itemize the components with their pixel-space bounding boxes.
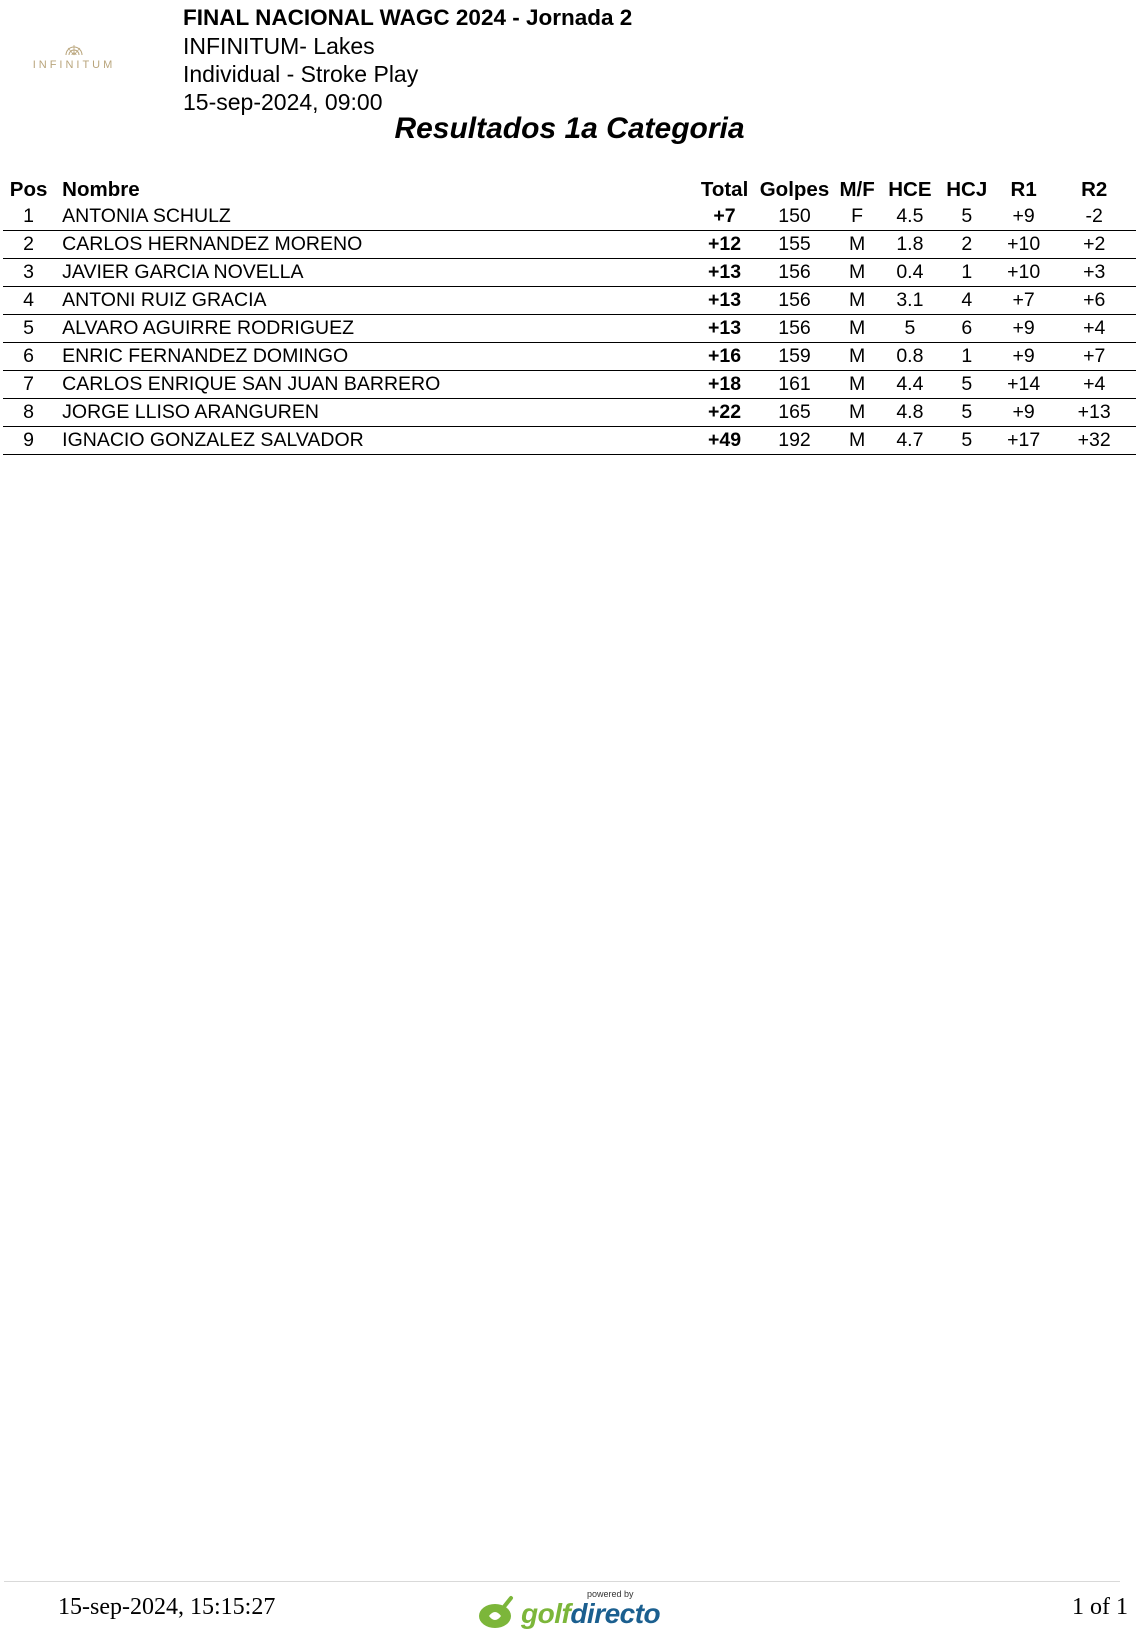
table-row (3, 203, 1136, 231)
cell-hcj: 6 (939, 315, 995, 343)
cell-pos: 6 (3, 343, 54, 371)
cell-total: +13 (693, 315, 756, 343)
cell-r1: +9 (995, 203, 1052, 231)
cell-total: +13 (693, 259, 756, 287)
cell-r1: +17 (995, 427, 1052, 455)
cell-total: +49 (693, 427, 756, 455)
golfdirecto-logo (477, 1588, 661, 1632)
cell-total: +12 (693, 231, 756, 259)
cell-golpes: 159 (756, 343, 833, 371)
cell-r2: +13 (1052, 399, 1136, 427)
cell-total: +7 (693, 203, 756, 231)
cell-mf: M (833, 287, 881, 315)
results-table (3, 177, 1136, 455)
cell-r2: +7 (1052, 343, 1136, 371)
cell-hce: 3.1 (881, 287, 938, 315)
cell-hcj: 5 (939, 203, 995, 231)
col-header-r1: R1 (1010, 178, 1037, 201)
sun-arc-icon (64, 44, 84, 56)
cell-hcj: 5 (939, 427, 995, 455)
table-header-row (3, 177, 1136, 203)
table-row (3, 287, 1136, 315)
cell-r1: +9 (995, 399, 1052, 427)
brand-name (521, 1598, 660, 1630)
cell-golpes: 156 (756, 259, 833, 287)
cell-r2: +6 (1052, 287, 1136, 315)
table-row (3, 315, 1136, 343)
cell-hce: 4.5 (881, 203, 938, 231)
cell-r2: +2 (1052, 231, 1136, 259)
cell-hce: 1.8 (881, 231, 938, 259)
cell-r1: +7 (995, 287, 1052, 315)
table-row (3, 399, 1136, 427)
cell-golpes: 156 (756, 315, 833, 343)
cell-hcj: 5 (939, 371, 995, 399)
cell-mf: M (833, 371, 881, 399)
cell-r1: +14 (995, 371, 1052, 399)
cell-mf: M (833, 231, 881, 259)
cell-mf: M (833, 427, 881, 455)
cell-nombre: ANTONI RUIZ GRACIA (54, 287, 693, 315)
cell-pos: 4 (3, 287, 54, 315)
table-row (3, 259, 1136, 287)
cell-hce: 5 (881, 315, 938, 343)
cell-nombre: JAVIER GARCIA NOVELLA (54, 259, 693, 287)
cell-r1: +9 (995, 343, 1052, 371)
cell-hce: 4.8 (881, 399, 938, 427)
printed-timestamp: 15-sep-2024, 15:15:27 (58, 1594, 276, 1620)
course-name: INFINITUM- Lakes (183, 33, 375, 59)
cell-mf: F (833, 203, 881, 231)
cell-total: +13 (693, 287, 756, 315)
cell-r1: +9 (995, 315, 1052, 343)
col-header-golpes: Golpes (759, 178, 830, 201)
cell-nombre: ENRIC FERNANDEZ DOMINGO (54, 343, 693, 371)
event-header (183, 4, 632, 116)
cell-r1: +10 (995, 231, 1052, 259)
cell-pos: 7 (3, 371, 54, 399)
col-header-total: Total (700, 178, 749, 201)
cell-pos: 3 (3, 259, 54, 287)
cell-total: +22 (693, 399, 756, 427)
table-row (3, 231, 1136, 259)
cell-hcj: 5 (939, 399, 995, 427)
cell-hce: 4.4 (881, 371, 938, 399)
col-header-hce: HCE (888, 178, 932, 201)
table-row (3, 371, 1136, 399)
cell-hcj: 4 (939, 287, 995, 315)
cell-mf: M (833, 343, 881, 371)
footer-divider (4, 1581, 1120, 1582)
cell-total: +16 (693, 343, 756, 371)
play-format: Individual - Stroke Play (183, 61, 419, 87)
cell-r2: -2 (1052, 203, 1136, 231)
infinitum-logo (28, 44, 120, 78)
table-row (3, 343, 1136, 371)
cell-golpes: 165 (756, 399, 833, 427)
event-title: FINAL NACIONAL WAGC 2024 - Jornada 2 (183, 5, 633, 30)
cell-r2: +3 (1052, 259, 1136, 287)
cell-pos: 9 (3, 427, 54, 455)
cell-nombre: IGNACIO GONZALEZ SALVADOR (54, 427, 693, 455)
cell-mf: M (833, 315, 881, 343)
cell-total: +18 (693, 371, 756, 399)
cell-hcj: 1 (939, 343, 995, 371)
cell-pos: 8 (3, 399, 54, 427)
cell-nombre: JORGE LLISO ARANGUREN (54, 399, 693, 427)
cell-r2: +32 (1052, 427, 1136, 455)
powered-by-label: powered by (587, 1589, 634, 1599)
col-header-r2: R2 (1081, 178, 1108, 201)
col-header-pos: Pos (9, 178, 48, 201)
col-header-nombre: Nombre (62, 178, 140, 201)
cell-nombre: CARLOS HERNANDEZ MORENO (54, 231, 693, 259)
cell-nombre: CARLOS ENRIQUE SAN JUAN BARRERO (54, 371, 693, 399)
table-row (3, 427, 1136, 455)
cell-hcj: 1 (939, 259, 995, 287)
cell-pos: 1 (3, 203, 54, 231)
cell-hce: 0.8 (881, 343, 938, 371)
logo-text: INFINITUM (32, 59, 116, 71)
col-header-mf: M/F (839, 178, 875, 201)
cell-pos: 5 (3, 315, 54, 343)
cell-golpes: 161 (756, 371, 833, 399)
cell-nombre: ALVARO AGUIRRE RODRIGUEZ (54, 315, 693, 343)
cell-hce: 4.7 (881, 427, 938, 455)
cell-pos: 2 (3, 231, 54, 259)
cell-r2: +4 (1052, 315, 1136, 343)
cell-mf: M (833, 259, 881, 287)
cell-golpes: 150 (756, 203, 833, 231)
page-number: 1 of 1 (1072, 1594, 1128, 1620)
cell-hce: 0.4 (881, 259, 938, 287)
brand-directo: directo (570, 1598, 661, 1629)
cell-golpes: 155 (756, 231, 833, 259)
cell-mf: M (833, 399, 881, 427)
cell-golpes: 192 (756, 427, 833, 455)
event-datetime: 15-sep-2024, 09:00 (183, 89, 383, 115)
report-title: Resultados 1a Categoria (394, 112, 745, 145)
col-header-hcj: HCJ (946, 178, 988, 201)
cell-nombre: ANTONIA SCHULZ (54, 203, 693, 231)
brand-golf: golf (521, 1598, 571, 1629)
golf-ball-icon (477, 1594, 517, 1630)
cell-r2: +4 (1052, 371, 1136, 399)
cell-golpes: 156 (756, 287, 833, 315)
results-body (3, 203, 1136, 455)
cell-r1: +10 (995, 259, 1052, 287)
cell-hcj: 2 (939, 231, 995, 259)
